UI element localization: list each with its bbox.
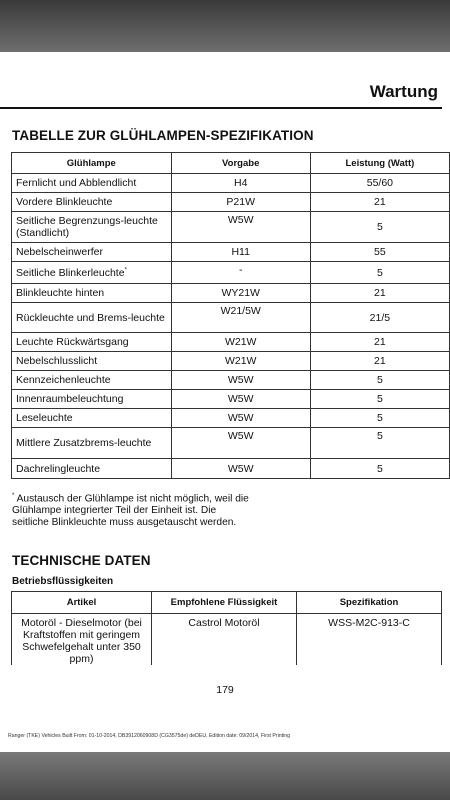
lamp-name: Mittlere Zusatzbrems-leuchte (12, 428, 172, 459)
lamp-name: Vordere Blinkleuchte (12, 193, 172, 212)
lamp-name (12, 262, 172, 284)
footnote (12, 490, 252, 529)
lamp-watt: 5 (310, 459, 449, 479)
top-bar (0, 0, 450, 52)
lamp-spec: W21W (171, 352, 310, 371)
lamp-name: Nebelschlusslicht (12, 352, 172, 371)
table-row (12, 243, 450, 262)
table-row (12, 459, 450, 479)
lamp-watt: 5 (310, 371, 449, 390)
table-row (12, 284, 450, 303)
table-header-row (12, 153, 450, 174)
lamp-spec: W5W (171, 409, 310, 428)
table-row (12, 614, 442, 666)
table-row (12, 303, 450, 333)
table-row (12, 212, 450, 243)
column-header-item: Artikel (12, 592, 152, 614)
fluid-spec: WSS-M2C-913-C (297, 614, 442, 666)
table-row (12, 428, 450, 459)
lamp-name: Blinkleuchte hinten (12, 284, 172, 303)
lamp-watt: 55/60 (310, 174, 449, 193)
footnote-text: Austausch der Glühlampe ist nicht möglich, weil die Glühlampe integrierter Teil der Einheit ist. Die seitliche Blinkleuchte muss ausgetauscht werden. (12, 493, 249, 529)
column-header-spec: Spezifikation (297, 592, 442, 614)
lamp-spec: - (171, 262, 310, 284)
lamp-spec: WY21W (171, 284, 310, 303)
table-row (12, 193, 450, 212)
section-title-tech-data: TECHNISCHE DATEN (12, 553, 151, 568)
fluid-recommended: Castrol Motoröl (152, 614, 297, 666)
footnote-marker: * (12, 493, 15, 499)
lamp-spec: W5W (171, 371, 310, 390)
table-row (12, 352, 450, 371)
column-header-fluid: Empfohlene Flüssigkeit (152, 592, 297, 614)
lamp-name: Kennzeichenleuchte (12, 371, 172, 390)
lamp-name: Leseleuchte (12, 409, 172, 428)
table-header-row (12, 592, 442, 614)
lamp-name: Fernlicht und Abblendlicht (12, 174, 172, 193)
lamp-watt: 21 (310, 352, 449, 371)
table-row (12, 174, 450, 193)
page-number: 179 (216, 684, 234, 696)
lamp-spec: H11 (171, 243, 310, 262)
bottom-bar (0, 752, 450, 800)
footer-text: Ranger (TKE) Vehicles Built From: 01-10-2014, DB3912060908D (CG3575de) deDEU, Edition date: 09/2014, First Printing (8, 733, 291, 739)
lamp-name: Rückleuchte und Brems-leuchte (12, 303, 172, 333)
lamp-spec: W5W (171, 390, 310, 409)
lamp-name-text: Seitliche Blinkerleuchte (16, 266, 125, 279)
table-row (12, 409, 450, 428)
lamp-spec: P21W (171, 193, 310, 212)
lamp-name: Innenraumbeleuchtung (12, 390, 172, 409)
lamp-watt: 5 (310, 390, 449, 409)
lamp-spec: W21/5W (171, 303, 310, 333)
column-header-spec: Vorgabe (171, 153, 310, 174)
lamp-watt: 21/5 (310, 303, 449, 333)
lamp-watt: 5 (310, 262, 449, 284)
fluid-item: Motoröl - Dieselmotor (bei Kraftstoffen mit geringem Schwefelgehalt unter 350 ppm) (12, 614, 152, 666)
section-title-bulb-spec: TABELLE ZUR GLÜHLAMPEN-SPEZIFIKATION (12, 128, 314, 143)
lamp-spec: W5W (171, 459, 310, 479)
lamp-spec: W21W (171, 333, 310, 352)
footnote-marker: * (124, 267, 127, 273)
lamp-spec: W5W (171, 428, 310, 459)
table-row (12, 333, 450, 352)
column-header-watt: Leistung (Watt) (310, 153, 449, 174)
chapter-divider (0, 107, 442, 109)
table-row (12, 390, 450, 409)
lamp-name: Seitliche Begrenzungs-leuchte (Standlicht) (12, 212, 172, 243)
column-header-lamp: Glühlampe (12, 153, 172, 174)
lamp-name: Dachrelingleuchte (12, 459, 172, 479)
fluids-table (11, 591, 442, 665)
subsection-title-fluids: Betriebsflüssigkeiten (12, 576, 114, 587)
lamp-watt: 5 (310, 212, 449, 243)
lamp-watt: 55 (310, 243, 449, 262)
lamp-name: Leuchte Rückwärtsgang (12, 333, 172, 352)
lamp-spec: H4 (171, 174, 310, 193)
lamp-name: Nebelscheinwerfer (12, 243, 172, 262)
lamp-watt: 21 (310, 284, 449, 303)
table-row (12, 371, 450, 390)
chapter-title: Wartung (369, 82, 438, 101)
table-row (12, 262, 450, 284)
lamp-watt: 21 (310, 333, 449, 352)
bulb-spec-table (11, 152, 450, 479)
lamp-watt: 5 (310, 409, 449, 428)
lamp-spec: W5W (171, 212, 310, 243)
lamp-watt: 5 (310, 428, 449, 459)
lamp-watt: 21 (310, 193, 449, 212)
